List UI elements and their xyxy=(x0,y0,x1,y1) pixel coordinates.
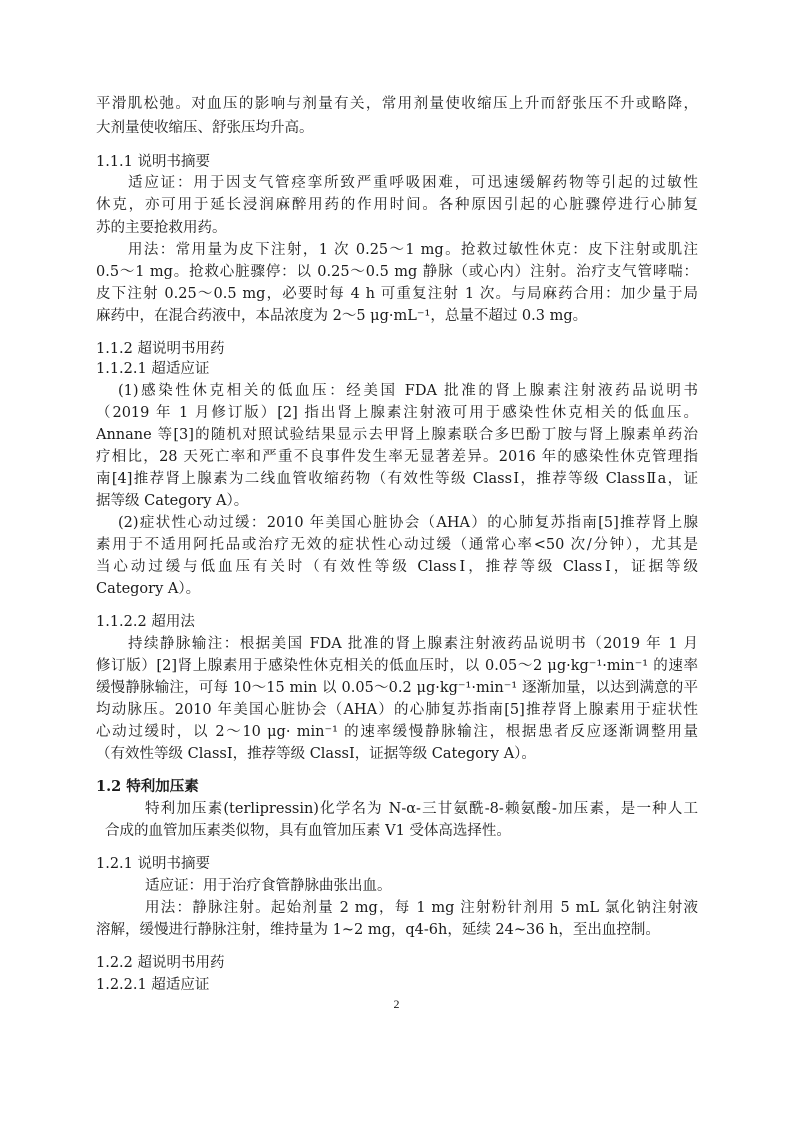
body-line: 疗相比，28 天死亡率和严重不良事件发生率无显著差异。2016 年的感染性休克管理指 xyxy=(96,449,698,465)
body-line: Category A）。 xyxy=(96,581,201,597)
body-line: Annane 等[3]的随机对照试验结果显示去甲肾上腺素联合多巴酚丁胺与肾上腺素单药治 xyxy=(96,427,698,443)
subsection-heading: 1.1.2.2 超用法 xyxy=(96,614,195,630)
body-line: 溶解，缓慢进行静脉注射，维持量为 1~2 mg，q4-6h，延续 24~36 h，至出血控制。 xyxy=(96,922,660,938)
body-line: 苏的主要抢救用药。 xyxy=(96,220,227,236)
section-heading: 1.1.2 超说明书用药 xyxy=(96,341,225,357)
section-heading: 1.1.1 说明书摘要 xyxy=(96,154,211,170)
body-line: 0.5～1 mg。抢救心脏骤停：以 0.25～0.5 mg 静脉（或心内）注射。治疗支气管哮喘： xyxy=(96,264,698,280)
body-line: 南[4]推荐肾上腺素为二线血管收缩药物（有效性等级 ClassⅠ，推荐等级 ClassⅡa，证 xyxy=(96,471,698,487)
body-line: 当心动过缓与低血压有关时（有效性等级 ClassⅠ，推荐等级 ClassⅠ，证据等级 xyxy=(96,559,698,575)
section-heading: 1.2 特利加压素 xyxy=(96,778,199,795)
body-line: （有效性等级 ClassⅠ，推荐等级 ClassⅠ，证据等级 Category A）。 xyxy=(96,746,536,762)
body-line: 用法：静脉注射。起始剂量 2 mg，每 1 mg 注射粉针剂用 5 mL 氯化钠注射液 xyxy=(145,900,698,916)
section-heading: 1.2.1 说明书摘要 xyxy=(96,856,211,872)
body-line: 修订版）[2]肾上腺素用于感染性休克相关的低血压时，以 0.05～2 μg·kg⁻¹·min⁻¹ 的速率 xyxy=(96,658,698,674)
body-line: (1)感染性休克相关的低血压：经美国 FDA 批准的肾上腺素注射液药品说明书 xyxy=(118,383,698,399)
body-line: 适应证：用于治疗食管静脉曲张出血。 xyxy=(145,878,392,894)
page-number: 2 xyxy=(393,997,400,1011)
body-line: 休克，亦可用于延长浸润麻醉用药的作用时间。各种原因引起的心脏骤停进行心肺复 xyxy=(96,197,698,213)
body-line: 素用于不适用阿托品或治疗无效的症状性心动过缓（通常心率<50 次/分钟），尤其是 xyxy=(96,537,698,553)
body-line: 均动脉压。2010 年美国心脏协会（AHA）的心肺复苏指南[5]推荐肾上腺素用于症状性 xyxy=(96,702,698,718)
body-line: 麻药中，在混合药液中，本品浓度为 2～5 μg·mL⁻¹，总量不超过 0.3 mg。 xyxy=(96,308,588,324)
body-line: 平滑肌松弛。对血压的影响与剂量有关，常用剂量使收缩压上升而舒张压不升或略降， xyxy=(96,96,698,112)
body-line: 缓慢静脉输注，可每 10～15 min 以 0.05～0.2 μg·kg⁻¹·min⁻¹ 逐渐加量，以达到满意的平 xyxy=(96,680,698,696)
body-line: （2019 年 1 月修订版）[2] 指出肾上腺素注射液可用于感染性休克相关的低血压。 xyxy=(96,405,698,421)
section-heading: 1.2.2 超说明书用药 xyxy=(96,955,225,971)
subsection-heading: 1.2.2.1 超适应证 xyxy=(96,977,210,993)
body-line: 合成的血管加压素类似物，具有血管加压素 V1 受体高选择性。 xyxy=(105,823,511,839)
body-line: 心动过缓时，以 2～10 μg· min⁻¹ 的速率缓慢静脉输注，根据患者反应逐渐调整用量 xyxy=(96,724,698,740)
body-line: 皮下注射 0.25～0.5 mg，必要时每 4 h 可重复注射 1 次。与局麻药合用：加少量于局 xyxy=(96,286,698,302)
body-line: 用法：常用量为皮下注射，1 次 0.25～1 mg。抢救过敏性休克：皮下注射或肌注 xyxy=(128,242,698,258)
body-line: 适应证：用于因支气管痉挛所致严重呼吸困难，可迅速缓解药物等引起的过敏性 xyxy=(128,175,698,191)
body-line: 特利加压素(terlipressin)化学名为 N-α-三甘氨酰-8-赖氨酸-加压素，是一种人工 xyxy=(145,801,698,817)
subsection-heading: 1.1.2.1 超适应证 xyxy=(96,361,210,377)
body-line: 持续静脉输注：根据美国 FDA 批准的肾上腺素注射液药品说明书（2019 年 1 月 xyxy=(128,636,698,652)
body-line: 据等级 Category A）。 xyxy=(96,493,249,509)
body-line: 大剂量使收缩压、舒张压均升高。 xyxy=(96,120,314,136)
body-line: (2)症状性心动过缓：2010 年美国心脏协会（AHA）的心肺复苏指南[5]推荐肾上腺 xyxy=(118,515,698,531)
